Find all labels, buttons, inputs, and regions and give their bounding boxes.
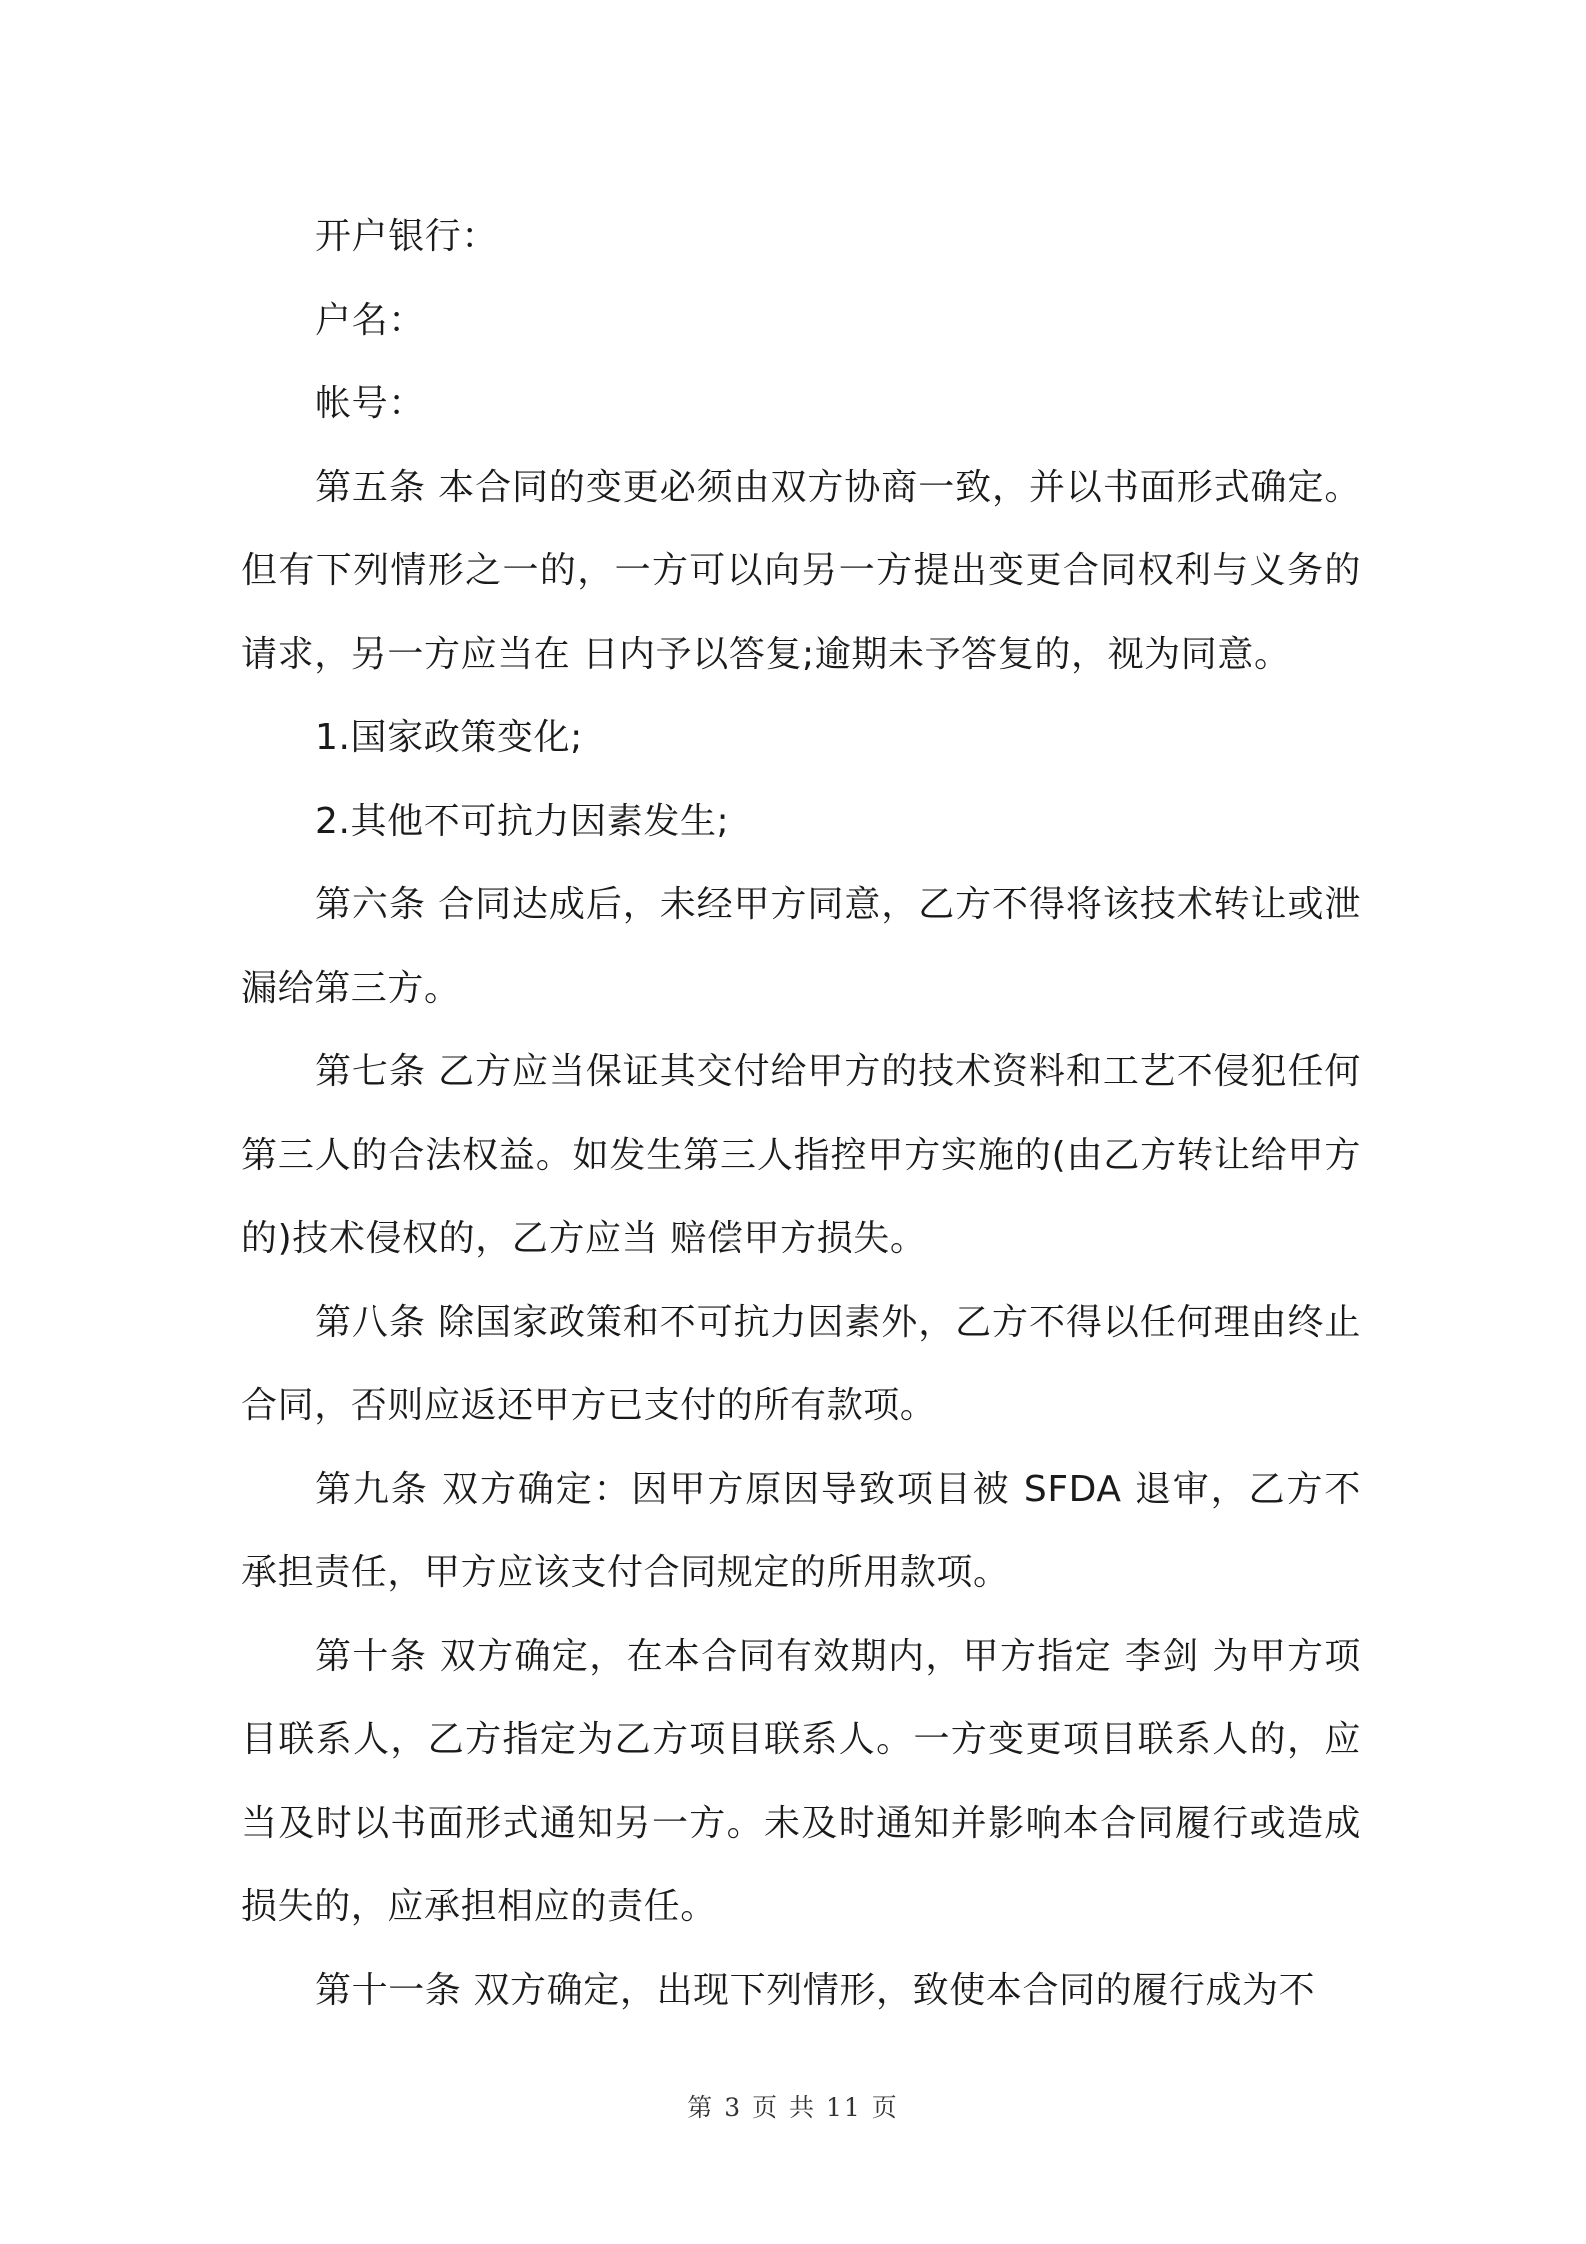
article-5-paragraph: 第五条 本合同的变更必须由双方协商一致，并以书面形式确定。但有下列情形之一的，一方可以向另一方提出变更合同权利与义务的请求，另一方应当在 日内予以答复;逾期未予答复的，视为同意。	[241, 466, 1361, 675]
page-footer	[0, 2088, 1586, 2124]
article-6-paragraph: 第六条 合同达成后，未经甲方同意，乙方不得将该技术转让或泄漏给第三方。	[241, 884, 1361, 1009]
account-number-line: 帐号：	[315, 383, 425, 424]
article-8-paragraph: 第八条 除国家政策和不可抗力因素外，乙方不得以任何理由终止合同，否则应返还甲方已支付的所有款项。	[241, 1301, 1361, 1426]
article-11-paragraph: 第十一条 双方确定，出现下列情形，致使本合同的履行成为不	[315, 1969, 1316, 2011]
account-holder-line: 户名：	[315, 299, 425, 341]
document-body	[241, 195, 1361, 2032]
article-10-paragraph: 第十条 双方确定，在本合同有效期内，甲方指定 李剑 为甲方项目联系人，乙方指定为乙方项目联系人。一方变更项目联系人的，应当及时以书面形式通知另一方。未及时通知并影响本合同履行或造成损失的，应承担相应的责任。	[241, 1635, 1361, 1927]
article-9-paragraph: 第九条 双方确定：因甲方原因导致项目被 SFDA 退审，乙方不承担责任，甲方应该支付合同规定的所用款项。	[241, 1468, 1361, 1593]
page-number-label: 第 3 页 共 11 页	[687, 2093, 899, 2122]
article-5-item-1: 1.国家政策变化;	[315, 717, 583, 758]
article-5-item-2: 2.其他不可抗力因素发生;	[315, 800, 730, 842]
bank-name-line: 开户银行：	[315, 216, 499, 257]
article-7-paragraph: 第七条 乙方应当保证其交付给甲方的技术资料和工艺不侵犯任何第三人的合法权益。如发生第三人指控甲方实施的(由乙方转让给甲方的)技术侵权的，乙方应当 赔偿甲方损失。	[241, 1051, 1361, 1259]
